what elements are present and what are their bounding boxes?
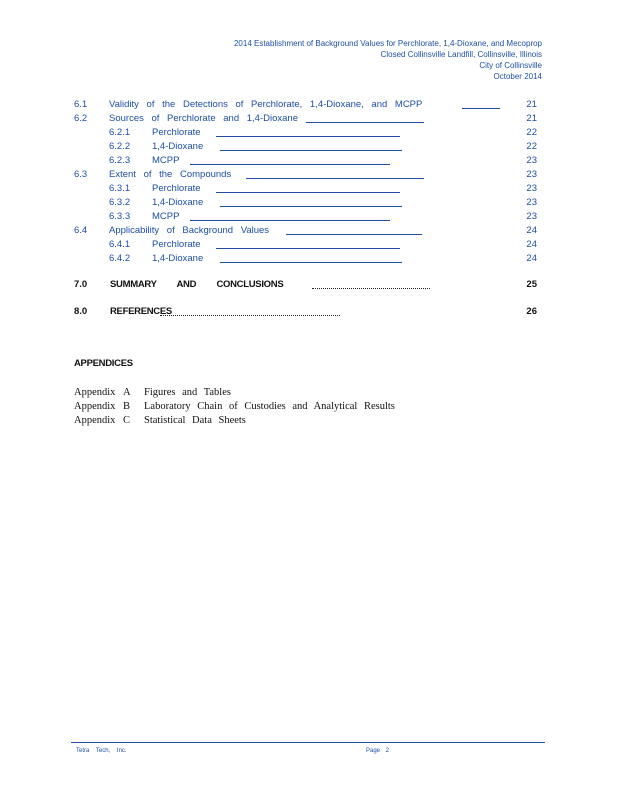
- toc-title: Perchlorate: [152, 127, 201, 138]
- toc-page: 24: [526, 239, 537, 250]
- toc-leader: [216, 136, 400, 137]
- toc-title: Extent of the Compounds: [109, 169, 232, 180]
- header-line-3: City of Collinsville: [479, 61, 542, 70]
- toc-number: 6.2: [74, 113, 88, 124]
- toc-row[interactable]: [0, 98, 618, 112]
- toc-leader: [286, 234, 422, 235]
- toc-row[interactable]: [0, 154, 618, 168]
- footer-company: Tetra Tech, Inc.: [76, 748, 127, 754]
- toc-leader: [312, 288, 430, 289]
- toc-row[interactable]: [0, 112, 618, 126]
- appendix-title: Laboratory Chain of Custodies and Analytical Results: [144, 401, 395, 412]
- toc-page: 21: [526, 113, 537, 124]
- toc-row[interactable]: [0, 252, 618, 266]
- toc-title: 1,4-Dioxane: [152, 253, 204, 264]
- toc-page: 21: [526, 99, 537, 110]
- toc-title: MCPP: [152, 155, 180, 166]
- toc-major-page: 25: [526, 279, 537, 290]
- toc-major-row[interactable]: [0, 278, 618, 292]
- toc-page: 24: [526, 225, 537, 236]
- page-header: [234, 38, 542, 82]
- header-line-4: October 2014: [493, 72, 542, 81]
- toc-number: 6.3.1: [109, 183, 131, 194]
- toc-leader: [216, 248, 400, 249]
- toc-number: 6.4.1: [109, 239, 131, 250]
- appendix-letter: B: [123, 401, 131, 412]
- toc-title: MCPP: [152, 211, 180, 222]
- toc-row[interactable]: [0, 224, 618, 238]
- toc-major-number: 8.0: [74, 306, 88, 317]
- toc-row[interactable]: [0, 126, 618, 140]
- appendix-letter: C: [123, 415, 131, 426]
- toc-major-title: SUMMARY AND CONCLUSIONS: [110, 279, 284, 290]
- appendix-title: Statistical Data Sheets: [144, 415, 246, 426]
- toc-row[interactable]: [0, 168, 618, 182]
- toc-major-row[interactable]: [0, 305, 618, 319]
- toc-page: 23: [526, 169, 537, 180]
- toc-leader: [246, 178, 424, 179]
- toc-leader: [216, 192, 400, 193]
- appendix-label: Appendix: [74, 415, 116, 426]
- toc-page: 22: [526, 127, 537, 138]
- appendix-label: Appendix: [74, 387, 116, 398]
- toc-page: 22: [526, 141, 537, 152]
- toc-number: 6.1: [74, 99, 88, 110]
- toc-major-title: REFERENCES: [110, 306, 172, 317]
- toc-row[interactable]: [0, 210, 618, 224]
- toc-page: 23: [526, 197, 537, 208]
- toc-number: 6.3: [74, 169, 88, 180]
- footer-divider: [71, 742, 545, 743]
- toc-number: 6.3.2: [109, 197, 131, 208]
- toc-leader: [462, 108, 500, 109]
- appendices-heading: APPENDICES: [74, 358, 133, 369]
- appendix-title: Figures and Tables: [144, 387, 231, 398]
- footer-page-number: Page 2: [366, 748, 390, 754]
- toc-row[interactable]: [0, 140, 618, 154]
- toc-row[interactable]: [0, 182, 618, 196]
- toc-page: 23: [526, 211, 537, 222]
- toc-title: Sources of Perchlorate and 1,4-Dioxane: [109, 113, 298, 124]
- toc-leader: [220, 206, 402, 207]
- toc-title: 1,4-Dioxane: [152, 197, 204, 208]
- toc-number: 6.2.3: [109, 155, 131, 166]
- toc-title: Perchlorate: [152, 239, 201, 250]
- toc-number: 6.3.3: [109, 211, 131, 222]
- appendix-letter: A: [123, 387, 131, 398]
- toc-leader: [190, 220, 390, 221]
- toc-leader: [306, 122, 424, 123]
- toc-page: 23: [526, 183, 537, 194]
- toc-leader: [160, 315, 340, 316]
- toc-title: Validity of the Detections of Perchlorate, 1,4-Dioxane, and MCPP: [109, 99, 423, 110]
- toc-title: Perchlorate: [152, 183, 201, 194]
- header-line-2: Closed Collinsville Landfill, Collinsville, Illinois: [380, 50, 542, 59]
- appendix-label: Appendix: [74, 401, 116, 412]
- toc-title: Applicability of Background Values: [109, 225, 270, 236]
- toc-page: 24: [526, 253, 537, 264]
- toc-row[interactable]: [0, 196, 618, 210]
- toc-number: 6.2.1: [109, 127, 131, 138]
- header-line-1: 2014 Establishment of Background Values for Perchlorate, 1,4-Dioxane, and Mecoprop: [233, 39, 542, 48]
- toc-number: 6.2.2: [109, 141, 131, 152]
- toc-page: 23: [526, 155, 537, 166]
- toc-leader: [190, 164, 390, 165]
- toc-title: 1,4-Dioxane: [152, 141, 204, 152]
- toc-row[interactable]: [0, 238, 618, 252]
- toc-leader: [220, 150, 402, 151]
- toc-major-page: 26: [526, 306, 537, 317]
- toc-number: 6.4.2: [109, 253, 131, 264]
- toc-leader: [220, 262, 402, 263]
- toc-number: 6.4: [74, 225, 88, 236]
- toc-major-number: 7.0: [74, 279, 88, 290]
